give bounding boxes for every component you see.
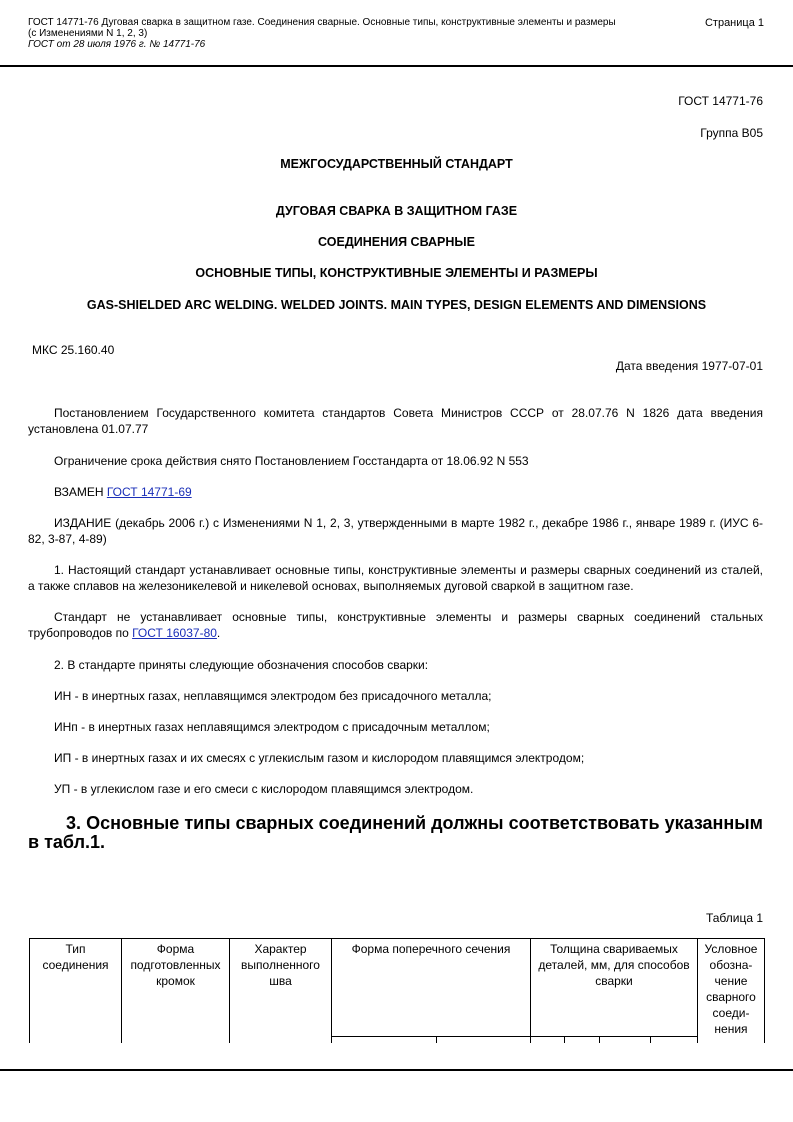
paragraph-designations: 2. В стандарте приняты следующие обозначения способов сварки: bbox=[54, 658, 429, 672]
page-number: Страница 1 bbox=[704, 17, 764, 29]
designation-ip: ИП - в инертных газах и их смесях с углекислым газом и кислородом плавящимся электродом; bbox=[54, 751, 585, 765]
cell-thickness-inp bbox=[564, 1037, 599, 1044]
table-header-row bbox=[30, 939, 765, 1037]
col-joint-type: Тип соединения bbox=[30, 939, 122, 1044]
col-thickness: Толщина свариваемых деталей, мм, для способов сварки bbox=[531, 939, 698, 1037]
designation-inp: ИНп - в инертных газах неплавящимся электродом с присадочным металлом; bbox=[54, 720, 490, 734]
cell-section-a bbox=[332, 1037, 437, 1044]
exclusion-text: Стандарт не устанавливает основные типы, конструктивные элементы и размеры сварных соединений стальных трубопроводов по bbox=[28, 610, 763, 640]
doc-title-2: СОЕДИНЕНИЯ СВАРНЫЕ bbox=[318, 235, 475, 249]
designation-in: ИН - в инертных газах, неплавящимся электродом без присадочного металла; bbox=[54, 689, 492, 703]
exclusion-end: . bbox=[216, 626, 221, 640]
col-edge-shape: Форма подготовленных кромок bbox=[122, 939, 230, 1044]
section-3-heading: 3. Основные типы сварных соединений должны соответствовать указанным в табл.1. bbox=[28, 813, 763, 852]
paragraph-limitation: Ограничение срока действия снято Постановлением Госстандарта от 18.06.92 N 553 bbox=[54, 454, 529, 468]
doc-code: ГОСТ 14771-76 bbox=[678, 94, 763, 108]
date-introduced: Дата введения 1977-07-01 bbox=[615, 359, 763, 373]
paragraph-scope: 1. Настоящий стандарт устанавливает основные типы, конструктивные элементы и размеры сварных соединений из сталей, а также сплавов на железоникелевой и никелевой основах, выполняемых дуговой сваркой в защитном газе. bbox=[28, 563, 763, 593]
paragraph-decree: Постановлением Государственного комитета стандартов Совета Министров СССР от 28.07.76 N 1826 дата введения установлена 01.07.77 bbox=[28, 406, 763, 436]
paragraph-exclusion bbox=[28, 609, 763, 641]
header-date: ГОСТ от 28 июля 1976 г. № 14771-76 bbox=[28, 39, 206, 50]
paragraph-edition: ИЗДАНИЕ (декабрь 2006 г.) с Изменениями N 1, 2, 3, утвержденными в марте 1982 г., декабре 1986 г., январе 1989 г. (ИУС 6-82, 3-87, 4-89) bbox=[28, 516, 763, 546]
standard-type: МЕЖГОСУДАРСТВЕННЫЙ СТАНДАРТ bbox=[280, 157, 513, 171]
table-caption: Таблица 1 bbox=[705, 911, 763, 925]
header-divider bbox=[0, 65, 793, 67]
col-cross-section: Форма поперечного сечения bbox=[332, 939, 531, 1037]
col-weld-character: Характер выполненного шва bbox=[230, 939, 332, 1044]
header-title: ГОСТ 14771-76 Дуговая сварка в защитном газе. Соединения сварные. Основные типы, конструктивные элементы и размеры bbox=[28, 17, 616, 28]
replaces-label: ВЗАМЕН bbox=[54, 485, 107, 499]
doc-title-3: ОСНОВНЫЕ ТИПЫ, КОНСТРУКТИВНЫЕ ЭЛЕМЕНТЫ И РАЗМЕРЫ bbox=[195, 266, 598, 280]
doc-group: Группа В05 bbox=[700, 126, 763, 140]
table-1 bbox=[29, 938, 765, 1043]
cell-thickness-up bbox=[651, 1037, 698, 1044]
designation-up: УП - в углекислом газе и его смеси с кислородом плавящимся электродом. bbox=[54, 782, 474, 796]
footer-divider bbox=[0, 1069, 793, 1071]
cell-section-b bbox=[436, 1037, 530, 1044]
paragraph-replaces bbox=[28, 484, 763, 500]
doc-title-1: ДУГОВАЯ СВАРКА В ЗАЩИТНОМ ГАЗЕ bbox=[275, 204, 518, 218]
cell-thickness-in bbox=[531, 1037, 565, 1044]
col-symbol: Условное обозна-чение сварного соеди-нения bbox=[698, 939, 765, 1044]
header-changes: (с Изменениями N 1, 2, 3) bbox=[28, 28, 148, 39]
gost-16037-80-link[interactable]: ГОСТ 16037-80 bbox=[132, 626, 217, 640]
mks-code: МКС 25.160.40 bbox=[32, 343, 115, 357]
doc-title-en: GAS-SHIELDED ARC WELDING. WELDED JOINTS. MAIN TYPES, DESIGN ELEMENTS AND DIMENSIONS bbox=[86, 298, 707, 312]
gost-14771-69-link[interactable]: ГОСТ 14771-69 bbox=[106, 485, 192, 499]
cell-thickness-ip bbox=[599, 1037, 651, 1044]
page-header bbox=[28, 17, 678, 50]
